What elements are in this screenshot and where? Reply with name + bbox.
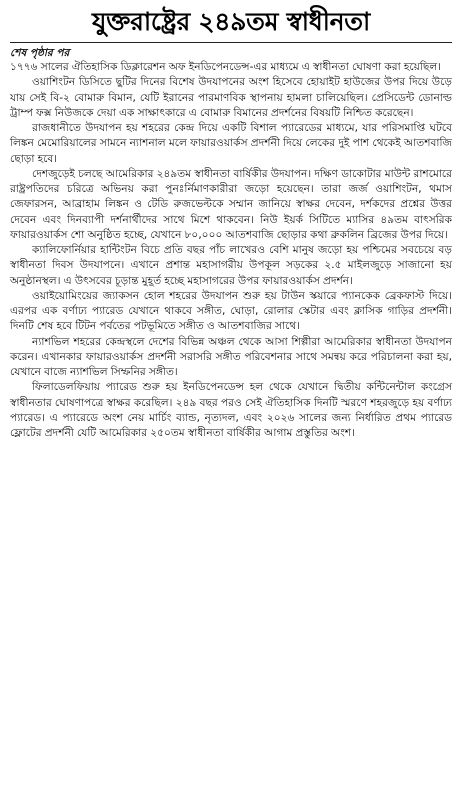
paragraph-3: রাজধানীতে উদযাপন হয় শহরের কেন্দ্র দিয়ে একটি বিশাল প্যারেডের মাধ্যমে, যার পরিসমাপ্তি ঘটবে লিঙ্কন মেমোরিয়ালের সামনে ন্যাশনাল মলে ফায়ারওয়ার্কস প্রদর্শনী দিয়ে লেকের দুই পাশ থেকেই আতশবাজি ছোড়া হবে।: [10, 122, 452, 165]
paragraph-1: ১৭৭৬ সালের ঐতিহাসিক ডিক্লারেশন অফ ইনডিপেনডেন্স-এর মাধ্যমে এ স্বাধীনতা ঘোষণা করা হয়েছিল।: [10, 61, 442, 73]
paragraph-8: ফিলাডেলফিয়ায় প্যারেড শুরু হয় ইনডিপেনডেন্স হল থেকে যেখানে দ্বিতীয় কন্টিনেন্টাল কংগ্রেস স্বাধীনতার ঘোষণাপত্রে স্বাক্ষর করেছিল। ২৪৯ বছর পরও সেই ঐতিহাসিক দিনটি স্মরণে শহরজুড়ে হয় বর্ণাঢ্য প্যারেড। এ প্যারেডে অংশ নেয় মার্চিং ব্যান্ড, নৃত্যদল, এবং ২০২৬ সালের জন্য নির্ধারিত প্রথম প্যারেড ফ্লোটের প্রদর্শনী যেটি আমেরিকার ২৫০তম স্বাধীনতা বার্ষিকীর আগাম প্রস্তুতির অংশ।: [10, 381, 452, 439]
paragraph-2: ওয়াশিংটন ডিসিতে ছুটির দিনের বিশেষ উদযাপনের অংশ হিসেবে হোয়াইট হাউজের উপর দিয়ে উড়ে যায় সেই বি-২ বোমারু বিমান, যেটি ইরানের পারমাণবিক স্থাপনায় হামলা চালিয়েছিল। প্রেসিডেন্ট ডোনাল্ড ট্রাম্প ফক্স নিউজকে দেয়া এক সাক্ষাৎকারে এ বোমারু বিমানের প্রদর্শনের বিষয়টি নিশ্চিত করেছেন।: [10, 76, 452, 119]
continued-label: শেষ পৃষ্ঠার পর: [10, 47, 70, 59]
article-body: [10, 60, 452, 441]
headline-divider: [10, 42, 452, 43]
paragraph-7: ন্যাশভিল শহরের কেন্দ্রস্থলে দেশের বিভিন্ন অঞ্চল থেকে আসা শিল্পীরা আমেরিকার স্বাধীনতা উদযাপন করেন। এখানকার ফায়ারওয়ার্কস প্রদর্শনী সরাসরি সঙ্গীত পরিবেশনার সাথে সমন্বয় করে পরিচালনা করা হয়, যেখানে বাজে ন্যাশভিল সিম্ফনির সঙ্গীত।: [10, 335, 452, 378]
headline: যুক্তরাষ্ট্রের ২৪৯তম স্বাধীনতা: [92, 7, 370, 36]
paragraph-6: ওয়াইয়োমিংয়ের জ্যাকসন হোল শহরের উদযাপন শুরু হয় টাউন স্কয়ারে প্যানকেক ব্রেকফাস্ট দিয়ে। এরপর এক বর্ণাঢ্য প্যারেড যেখানে থাকবে সঙ্গীত, ঘোড়া, রোলার স্কেটার এবং ক্লাসিক গাড়ির প্রদর্শনী। দিনটি শেষ হবে টিটন পর্বতের পটভূমিতে সঙ্গীত ও আতশবাজির সাথে।: [10, 289, 452, 333]
paragraph-5: ক্যালিফোর্নিয়ার হান্টিংটন বিচে প্রতি বছর পাঁচ লাখেরও বেশি মানুষ জড়ো হয় পশ্চিমের সবচেয়ে বড় স্বাধীনতা দিবস উদযাপনে। এখানে প্রশান্ত মহাসাগরীয় উপকূল সড়কের ২.৫ মাইলজুড়ে সাজানো হয় অনুষ্ঠানস্থল। এ উৎসবের চূড়ান্ত মুহূর্ত হচ্ছে মহাসাগরের উপর ফায়ারওয়ার্কস প্রদর্শন।: [10, 244, 452, 287]
paragraph-4: দেশজুড়েই চলছে আমেরিকার ২৪৯তম স্বাধীনতা বার্ষিকীর উদযাপন। দক্ষিণ ডাকোটার মাউন্ট রাশমোরে রাষ্ট্রপতিদের চরিত্রে অভিনয় করা পুনঃর্নিমাণকারীরা জড়ো হয়েছেন। তারা জর্জ ওয়াশিংটন, থমাস জেফারসন, আব্রাহাম লিঙ্কন ও টেডি রুজভেল্টকে সম্মান জানিয়ে স্বাক্ষর দেবেন, দর্শকদের প্রশ্নের উত্তর দেবেন এবং দিনব্যাপী দর্শনার্থীদের সাথে মিশে থাকবেন। নিউ ইয়র্ক সিটিতে ম্যাসির ৪৯তম বাৎসরিক ফায়ারওয়ার্কস শো অনুষ্ঠিত হচ্ছে, যেখানে ৮০,০০০ আতশবাজি ছোড়ার কথা ব্রুকলিন ব্রিজের উপর দিয়ে।: [10, 167, 452, 241]
